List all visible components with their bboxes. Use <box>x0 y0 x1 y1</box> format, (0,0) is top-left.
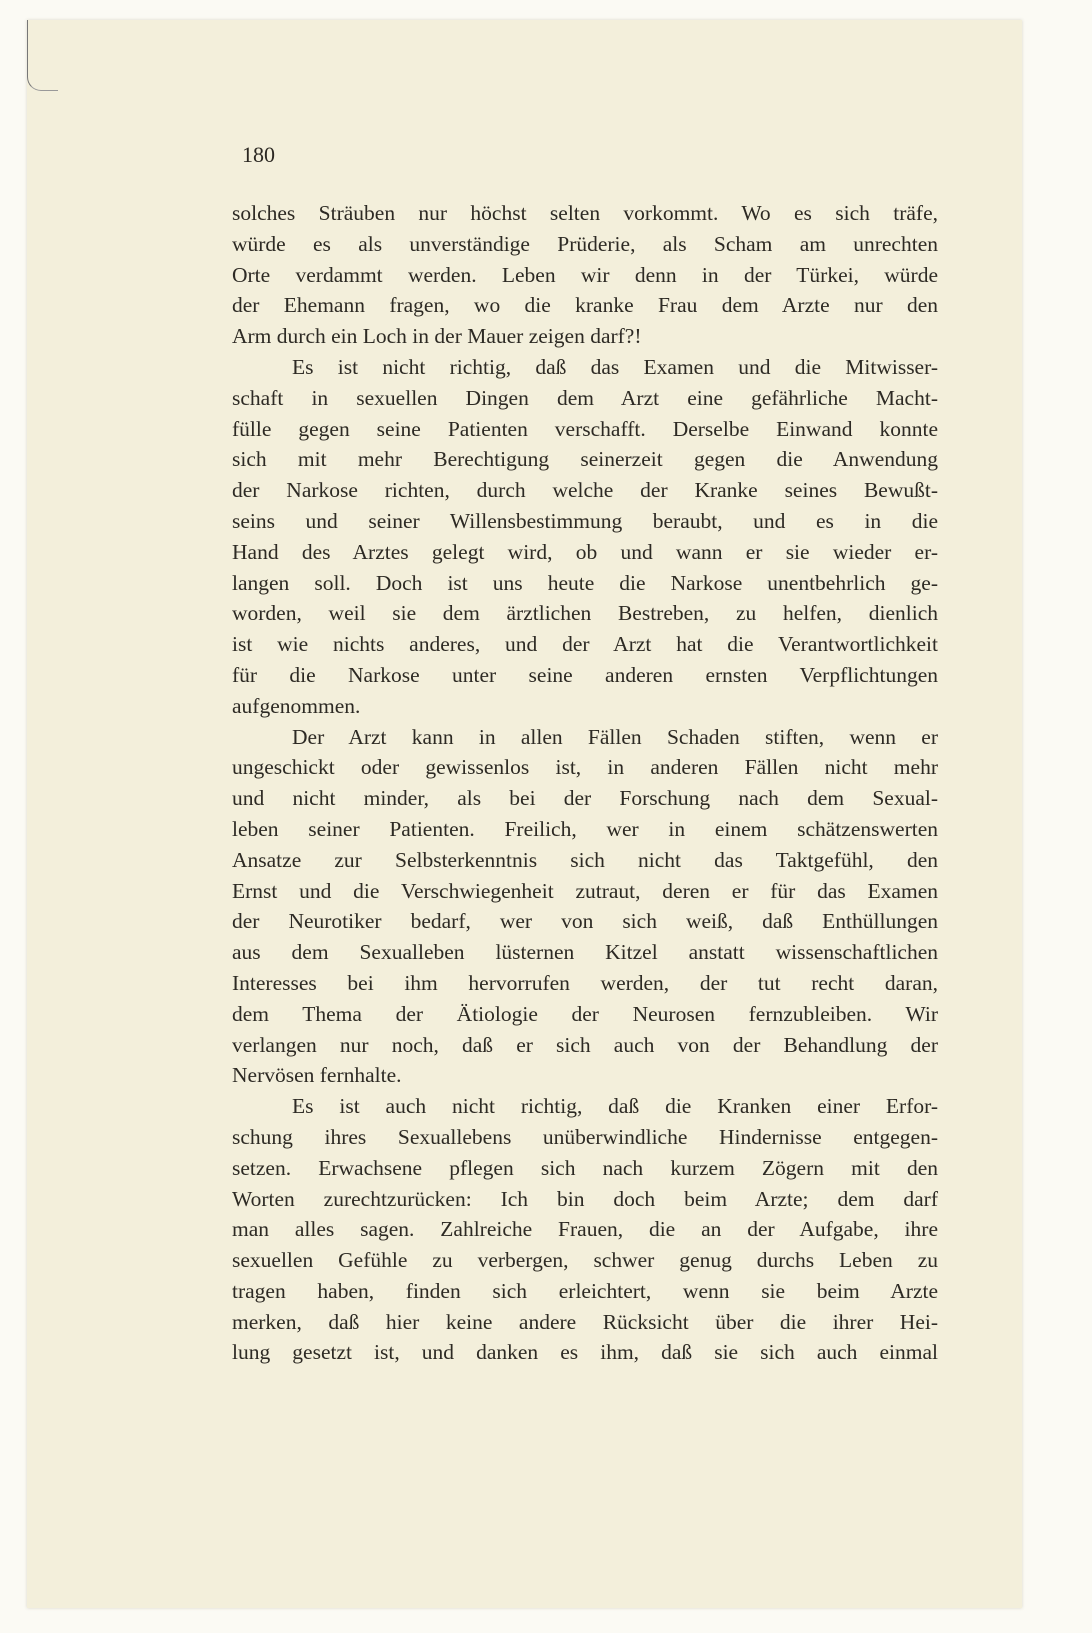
text-line: der Ehemann fragen, wo die kranke Frau dem Arzte nur den <box>232 293 938 318</box>
text-line: setzen. Erwachsene pflegen sich nach kurzem Zögern mit den <box>232 1155 938 1180</box>
text-line: man alles sagen. Zahlreiche Frauen, die an der Aufgabe, ihre <box>232 1217 938 1242</box>
text-line: würde es als unverständige Prüderie, als Scham am unrechten <box>232 231 938 256</box>
pencil-mark <box>27 20 58 91</box>
text-line: Hand des Arztes gelegt wird, ob und wann er sie wieder er- <box>232 539 938 564</box>
text-line: sexuellen Gefühle zu verbergen, schwer genug durchs Leben zu <box>232 1248 938 1273</box>
body-text <box>232 198 938 1368</box>
text-line: Ernst und die Verschwiegenheit zutraut, deren er für das Examen <box>232 878 938 903</box>
text-line: leben seiner Patienten. Freilich, wer in einem schätzenswerten <box>232 816 938 841</box>
text-line: ist wie nichts anderes, und der Arzt hat die Verantwortlichkeit <box>232 632 938 657</box>
text-line: aufgenommen. <box>232 693 361 718</box>
text-line: Ansatze zur Selbsterkenntnis sich nicht das Taktgefühl, den <box>232 847 938 872</box>
text-line: worden, weil sie dem ärztlichen Bestreben, zu helfen, dienlich <box>232 601 938 626</box>
text-line: Orte verdammt werden. Leben wir denn in der Türkei, würde <box>232 262 938 287</box>
text-line: der Neurotiker bedarf, wer von sich weiß, daß Enthüllungen <box>232 909 938 934</box>
text-line: und nicht minder, als bei der Forschung nach dem Sexual- <box>232 786 938 811</box>
book-page <box>27 20 1022 1608</box>
page-number: 180 <box>242 142 275 167</box>
text-line: der Narkose richten, durch welche der Kranke seines Bewußt- <box>232 478 938 503</box>
text-line: tragen haben, finden sich erleichtert, wenn sie beim Arzte <box>232 1278 938 1303</box>
text-line: Nervösen fernhalte. <box>232 1063 402 1088</box>
text-line: sich mit mehr Berechtigung seinerzeit gegen die Anwendung <box>232 447 938 472</box>
text-line: aus dem Sexualleben lüsternen Kitzel anstatt wissenschaftlichen <box>232 940 938 965</box>
text-line: merken, daß hier keine andere Rücksicht über die ihrer Hei- <box>232 1309 938 1334</box>
text-line: Es ist nicht richtig, daß das Examen und die Mitwisser- <box>292 354 938 379</box>
text-line: ungeschickt oder gewissenlos ist, in anderen Fällen nicht mehr <box>232 755 938 780</box>
text-line: lung gesetzt ist, und danken es ihm, daß sie sich auch einmal <box>232 1340 938 1365</box>
text-line: seins und seiner Willensbestimmung beraubt, und es in die <box>232 508 938 533</box>
text-line: Es ist auch nicht richtig, daß die Kranken einer Erfor- <box>292 1094 938 1119</box>
text-line: schaft in sexuellen Dingen dem Arzt eine gefährliche Macht- <box>232 385 938 410</box>
text-line: langen soll. Doch ist uns heute die Narkose unentbehrlich ge- <box>232 570 938 595</box>
text-line: fülle gegen seine Patienten verschafft. Derselbe Einwand konnte <box>232 416 938 441</box>
text-line: solches Sträuben nur höchst selten vorkommt. Wo es sich träfe, <box>232 201 938 225</box>
text-line: Interesses bei ihm hervorrufen werden, der tut recht daran, <box>232 970 938 995</box>
text-line: Der Arzt kann in allen Fällen Schaden stiften, wenn er <box>292 724 938 749</box>
text-line: Arm durch ein Loch in der Mauer zeigen darf?! <box>232 324 642 349</box>
text-line: für die Narkose unter seine anderen ernsten Verpflichtungen <box>232 662 938 687</box>
text-line: dem Thema der Ätiologie der Neurosen fernzubleiben. Wir <box>232 1001 938 1026</box>
text-line: verlangen nur noch, daß er sich auch von der Behandlung der <box>232 1032 938 1057</box>
text-line: schung ihres Sexuallebens unüberwindliche Hindernisse entgegen- <box>232 1124 938 1149</box>
text-line: Worten zurechtzurücken: Ich bin doch beim Arzte; dem darf <box>232 1186 938 1211</box>
